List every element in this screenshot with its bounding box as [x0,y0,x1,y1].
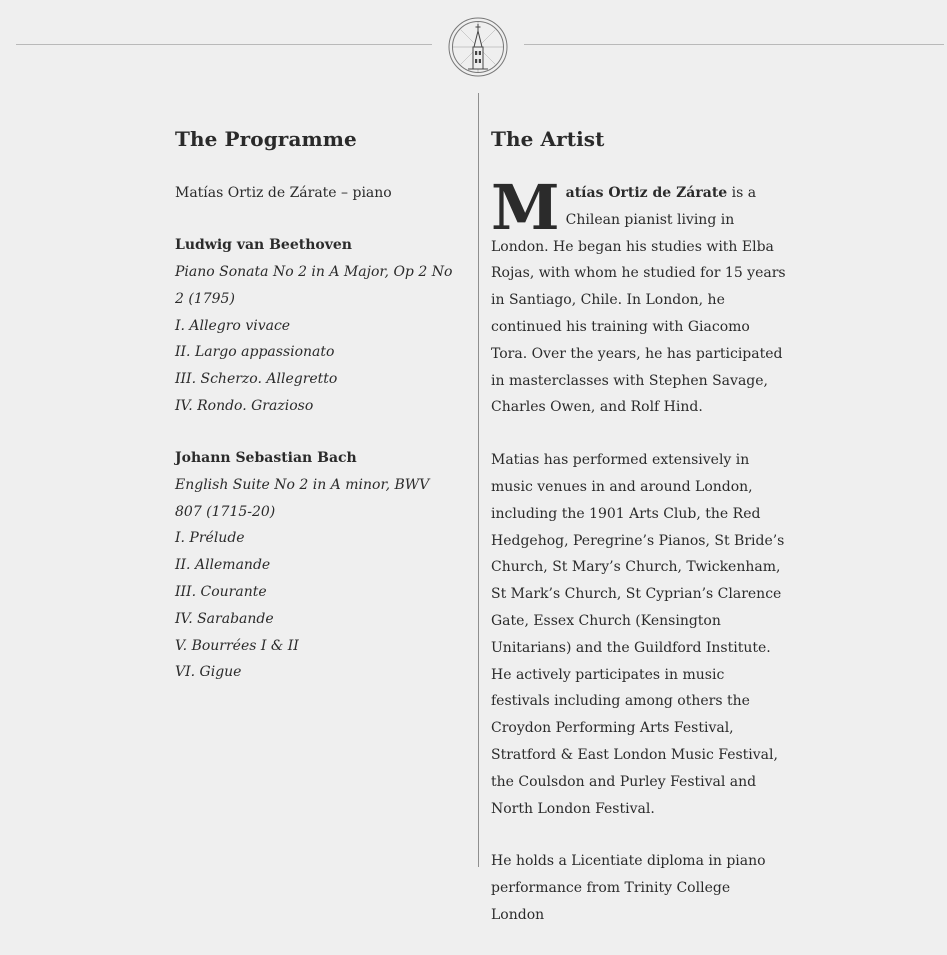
drop-cap: M [491,171,560,244]
movement-item: I. Allegro vivace [175,317,291,334]
header-rule-left [16,44,432,45]
artist-name: atías Ortiz de Zárate [565,185,728,201]
movement-item: V. Bourrées I & II [175,637,299,654]
bio-text: is a Chilean pianist living in London. He began his studies with Elba Rojas, with whom he studied for 15 years in Santiago, Chile. In London, he continued his training with Giacomo Tora. Over the years, he has participated in masterclasses with Stephen Savage, Charles Owen, and Rolf Hind. [491,185,786,416]
movement-item: III. Scherzo. Allegretto [175,371,338,388]
programme-column [175,124,455,711]
performer-line: Matías Ortiz de Zárate – piano [175,185,392,201]
composer-name: Johann Sebastian Bach [175,449,357,466]
movement-item: VI. Gigue [175,664,242,681]
church-emblem-icon [448,17,508,77]
artist-bio-paragraph-2: Matias has performed extensively in music venues in and around London, including the 1901 Arts Club, the Red Hedgehog, Peregrine’s Pianos, St Bride’s Church, St Mary’s Church, Twickenham, St Mark’s Church, St Cyprian’s Clarence Gate, Essex Church (Kensington Unitarians) and the Guildford Institute. He actively participates in music festivals including among others the Croydon Performing Arts Festival, Stratford & East London Music Festival, the Coulsdon and Purley Festival and North London Festival. [491,452,785,817]
artist-column [491,124,786,955]
movement-item: III. Courante [175,583,267,600]
work-title: English Suite No 2 in A minor, BWV 807 (1715-20) [175,476,430,520]
artist-bio-paragraph-1 [491,171,786,421]
piece-beethoven [175,232,455,420]
movement-item: IV. Sarabande [175,610,274,627]
artist-bio-paragraph-3: He holds a Licentiate diploma in piano performance from Trinity College London [491,853,766,923]
column-divider [478,93,479,867]
header-rule-right [524,44,944,45]
work-title: Piano Sonata No 2 in A Major, Op 2 No 2 (1795) [175,264,453,307]
artist-heading: The Artist [491,127,605,151]
movement-item: II. Largo appassionato [175,344,335,361]
programme-heading: The Programme [175,127,357,151]
composer-name: Ludwig van Beethoven [175,237,352,253]
movement-item: II. Allemande [175,557,271,574]
movement-item: I. Prélude [175,530,245,547]
piece-bach [175,445,455,686]
movement-item: IV. Rondo. Grazioso [175,397,314,414]
